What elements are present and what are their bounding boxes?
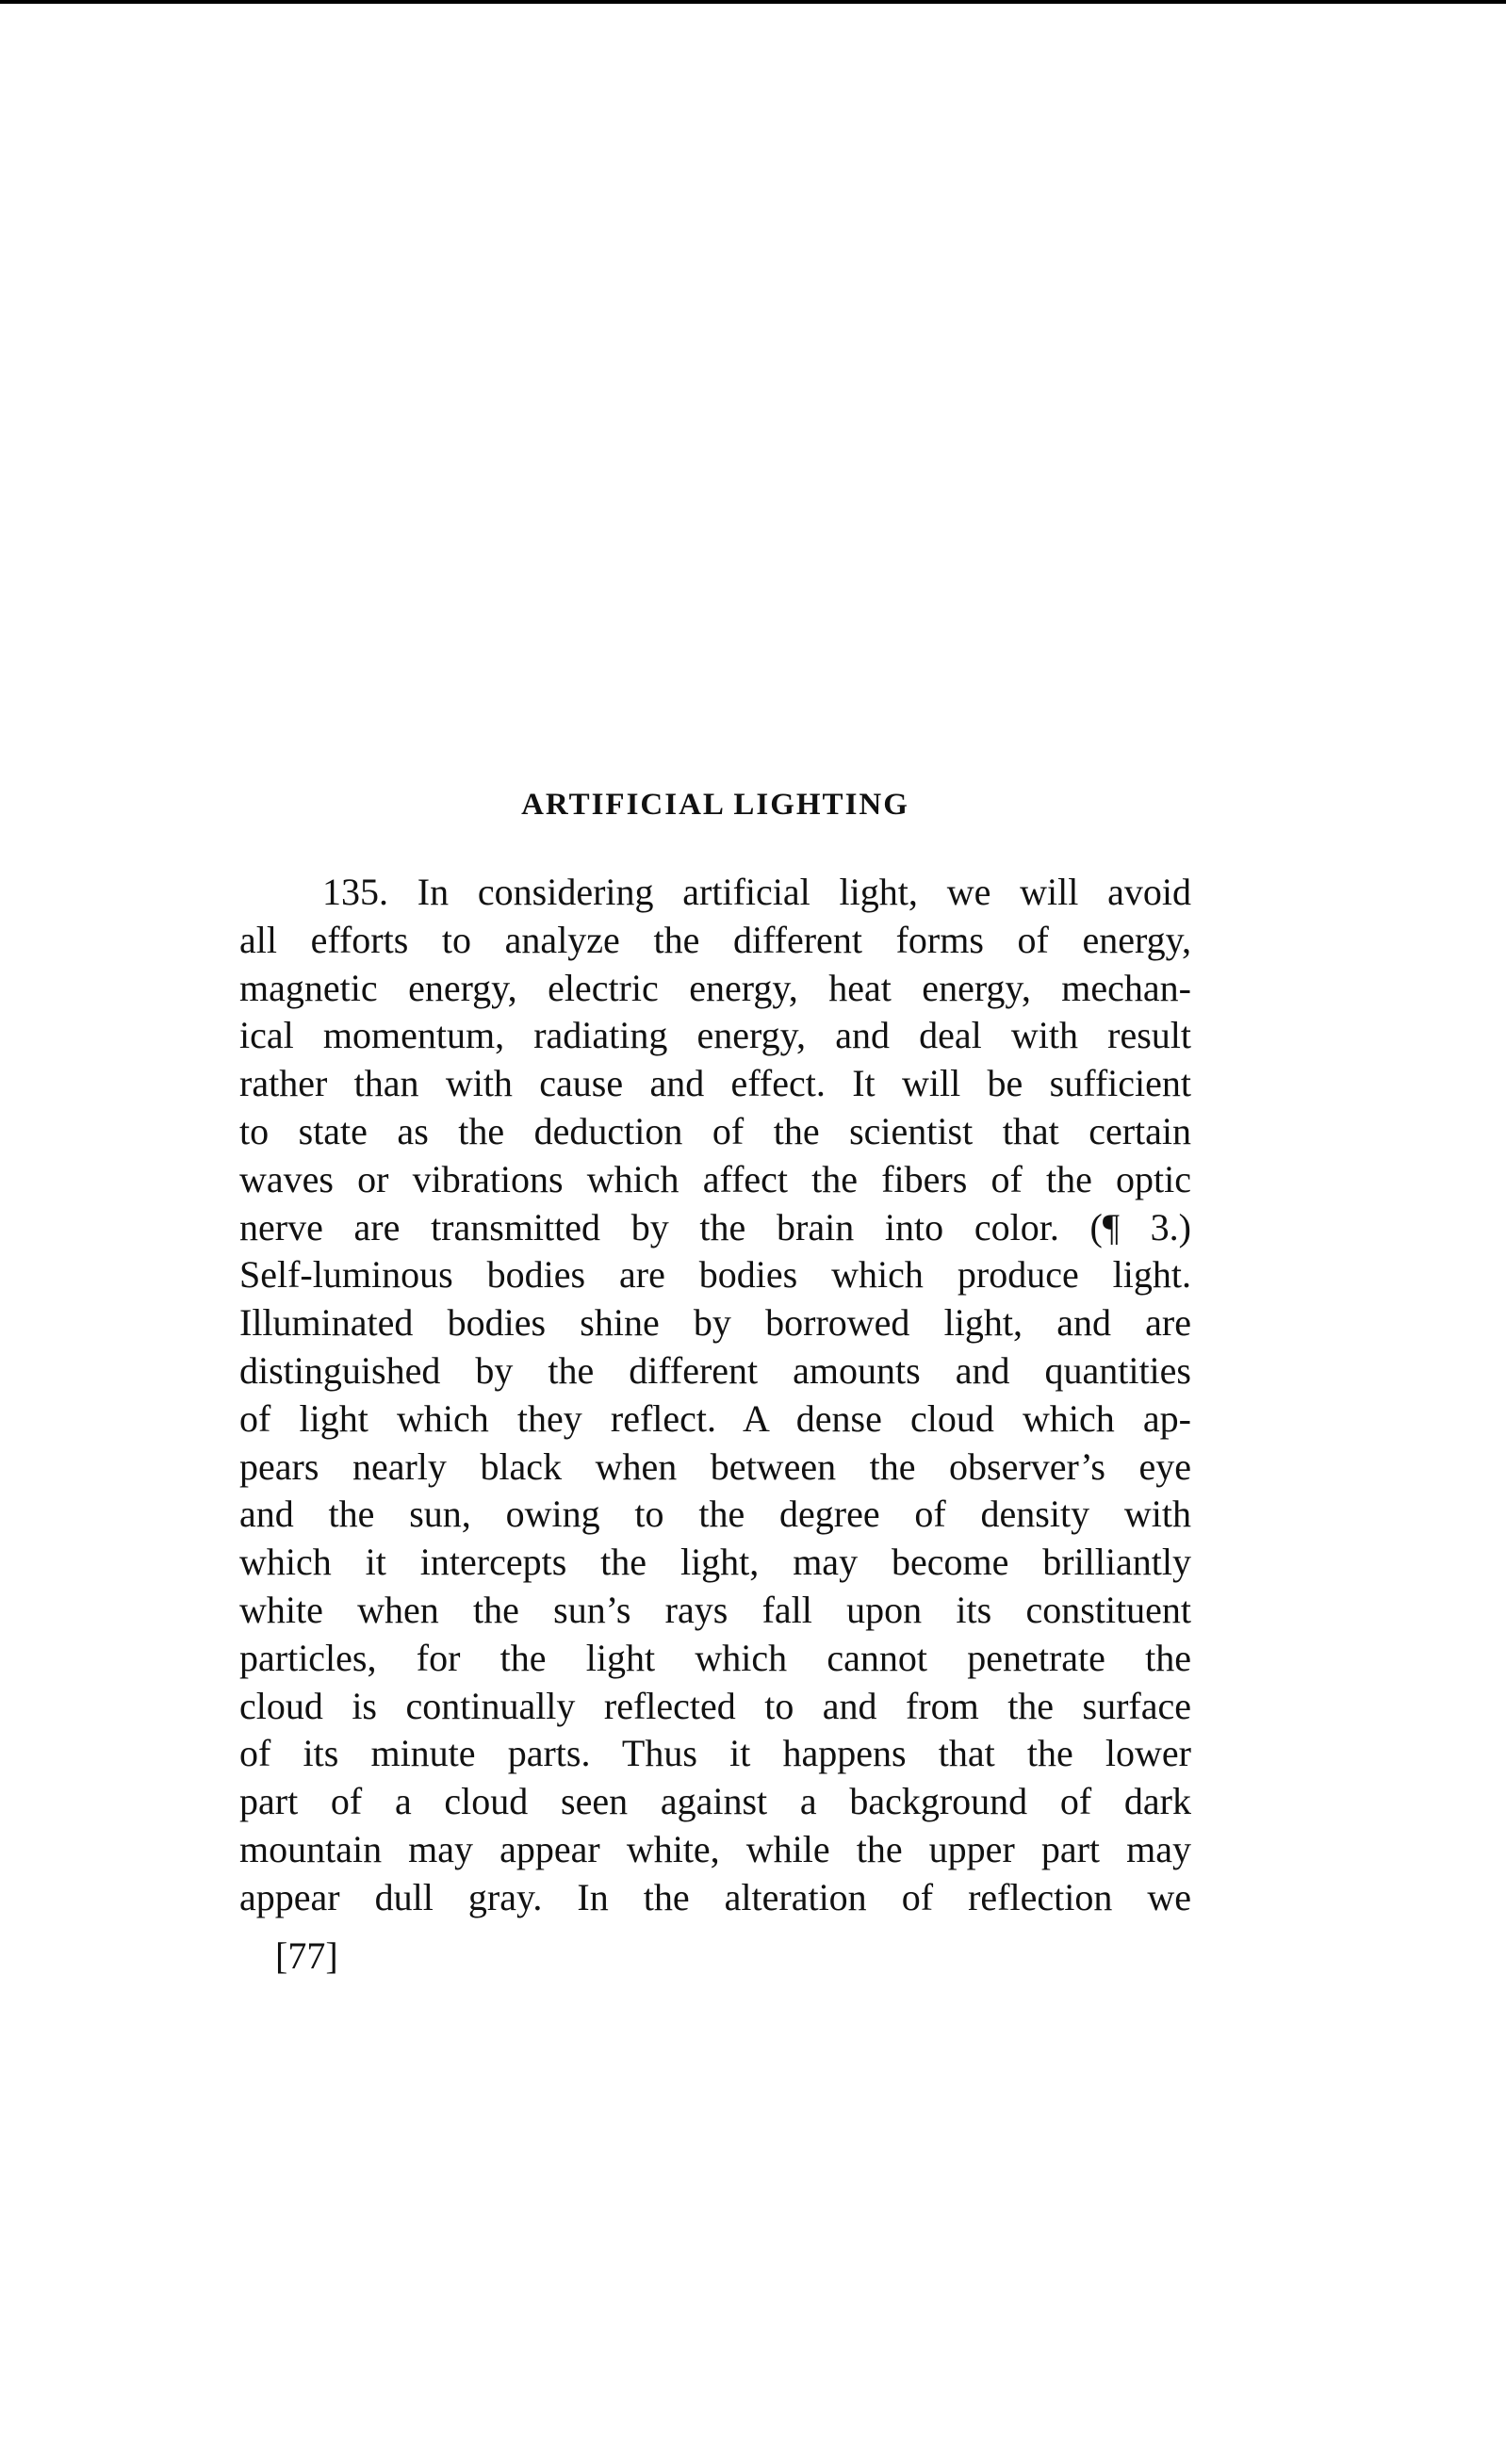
text-line: which it intercepts the light, may become brilliantly [239,1541,1191,1584]
text-line: all efforts to analyze the different forms of energy, [239,918,1191,961]
text-line: and the sun, owing to the degree of density with [239,1493,1191,1536]
text-line: to state as the deduction of the scientist that certain [239,1109,1191,1152]
text-line: of its minute parts. Thus it happens that the lower [239,1732,1191,1775]
paragraph-135 [239,869,1191,1922]
text-line: Illuminated bodies shine by borrowed light, and are [239,1301,1191,1345]
text-line: pears nearly black when between the observer’s eye [239,1444,1191,1488]
text-line: of light which they reflect. A dense cloud which ap- [239,1396,1191,1440]
text-line: ical momentum, radiating energy, and deal with result [239,1014,1191,1057]
text-line: cloud is continually reflected to and from the surface [239,1684,1191,1727]
text-line: mountain may appear white, while the upper part may [239,1827,1191,1870]
text-line: white when the sun’s rays fall upon its constituent [239,1588,1191,1631]
text-line: waves or vibrations which affect the fibers of the optic [239,1157,1191,1200]
text-line: distinguished by the different amounts and quantities [239,1348,1191,1392]
text-line: nerve are transmitted by the brain into color. (¶ 3.) [239,1205,1191,1248]
text-line: 135. In considering artificial light, we will avoid [322,871,1191,913]
text-line: Self-luminous bodies are bodies which produce light. [239,1253,1191,1297]
text-line: rather than with cause and effect. It will be sufficient [239,1062,1191,1105]
text-line: part of a cloud seen against a background of dark [239,1780,1191,1823]
text-line: particles, for the light which cannot penetrate the [239,1636,1191,1679]
top-border [0,0,1506,4]
section-heading: ARTIFICIAL LIGHTING [521,788,909,822]
text-line: magnetic energy, electric energy, heat energy, mechan- [239,966,1191,1009]
page-number: [77] [275,1934,338,1977]
text-line: appear dull gray. In the alteration of reflection we [239,1875,1191,1918]
